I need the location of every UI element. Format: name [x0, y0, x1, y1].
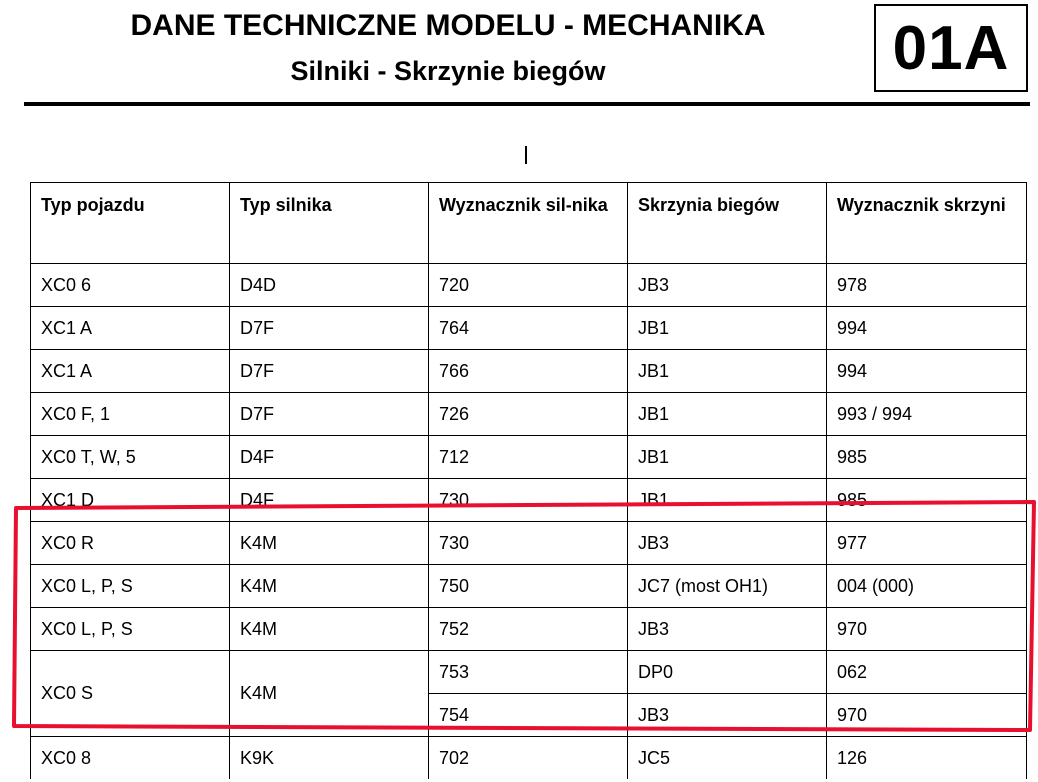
cell-vehicle-type: XC0 L, P, S	[31, 608, 230, 651]
cell-engine-code: 702	[429, 737, 628, 780]
table-row	[31, 651, 1027, 694]
cell-gearbox-code: 062	[827, 651, 1027, 694]
cell-vehicle-type: XC0 8	[31, 737, 230, 780]
cell-engine-code: 726	[429, 393, 628, 436]
cell-engine-code: 766	[429, 350, 628, 393]
table-row	[31, 608, 1027, 651]
column-header-vehicle-type: Typ pojazdu	[31, 183, 230, 264]
table-header-row	[31, 183, 1027, 264]
header-divider	[24, 102, 1030, 106]
page-subtitle: Silniki - Skrzynie biegów	[290, 56, 606, 86]
cell-gearbox-code: 985	[827, 436, 1027, 479]
cell-engine-code: 764	[429, 307, 628, 350]
cell-gearbox: JB1	[628, 436, 827, 479]
cell-engine-code: 730	[429, 522, 628, 565]
cell-gearbox-code: 994	[827, 307, 1027, 350]
table-row	[31, 264, 1027, 307]
table-row	[31, 479, 1027, 522]
table-row	[31, 565, 1027, 608]
page-title: DANE TECHNICZNE MODELU - MECHANIKA	[130, 9, 766, 42]
table-row	[31, 307, 1027, 350]
cell-vehicle-type: XC0 F, 1	[31, 393, 230, 436]
cell-vehicle-type: XC0 T, W, 5	[31, 436, 230, 479]
cell-engine-type: D4F	[230, 479, 429, 522]
cell-gearbox-code: 004 (000)	[827, 565, 1027, 608]
table-row	[31, 350, 1027, 393]
cell-engine-code: 730	[429, 479, 628, 522]
cell-gearbox-code: 970	[827, 608, 1027, 651]
cell-engine-type: D4D	[230, 264, 429, 307]
text-cursor-icon	[525, 146, 527, 164]
cell-vehicle-type: XC0 6	[31, 264, 230, 307]
cell-gearbox: JB3	[628, 522, 827, 565]
cell-gearbox-code: 970	[827, 694, 1027, 737]
column-header-gearbox-code: Wyznacznik skrzyni	[827, 183, 1027, 264]
column-header-engine-code: Wyznacznik sil-nika	[429, 183, 628, 264]
cell-engine-type: K9K	[230, 737, 429, 780]
section-code-badge: 01A	[874, 4, 1028, 92]
cell-gearbox: JB3	[628, 694, 827, 737]
cell-gearbox: JB3	[628, 264, 827, 307]
table-row	[31, 522, 1027, 565]
cell-gearbox: JB1	[628, 479, 827, 522]
cell-gearbox: JC5	[628, 737, 827, 780]
cell-gearbox-code: 126	[827, 737, 1027, 780]
cell-gearbox-code: 994	[827, 350, 1027, 393]
cell-gearbox-code: 977	[827, 522, 1027, 565]
cell-vehicle-type: XC0 R	[31, 522, 230, 565]
column-header-engine-type: Typ silnika	[230, 183, 429, 264]
cell-engine-code: 752	[429, 608, 628, 651]
cell-gearbox-code: 993 / 994	[827, 393, 1027, 436]
engine-gearbox-table	[30, 182, 1027, 779]
cell-gearbox: JC7 (most OH1)	[628, 565, 827, 608]
cell-engine-code: 754	[429, 694, 628, 737]
column-header-gearbox: Skrzynia biegów	[628, 183, 827, 264]
cell-vehicle-type: XC1 A	[31, 350, 230, 393]
cell-engine-type: D7F	[230, 393, 429, 436]
cell-gearbox-code: 985	[827, 479, 1027, 522]
cell-gearbox: DP0	[628, 651, 827, 694]
cell-engine-type: D7F	[230, 350, 429, 393]
cell-gearbox: JB1	[628, 307, 827, 350]
table-row	[31, 393, 1027, 436]
cell-engine-type: K4M	[230, 565, 429, 608]
cell-vehicle-type: XC0 S	[31, 651, 230, 737]
cell-engine-code: 720	[429, 264, 628, 307]
cell-gearbox: JB3	[628, 608, 827, 651]
cell-gearbox: JB1	[628, 393, 827, 436]
cell-gearbox: JB1	[628, 350, 827, 393]
table-row	[31, 436, 1027, 479]
cell-engine-code: 753	[429, 651, 628, 694]
cell-engine-type: K4M	[230, 651, 429, 737]
cell-engine-type: D7F	[230, 307, 429, 350]
cell-engine-type: K4M	[230, 608, 429, 651]
cell-vehicle-type: XC0 L, P, S	[31, 565, 230, 608]
cell-engine-code: 712	[429, 436, 628, 479]
cell-engine-type: K4M	[230, 522, 429, 565]
cell-vehicle-type: XC1 A	[31, 307, 230, 350]
table-row	[31, 737, 1027, 780]
cell-gearbox-code: 978	[827, 264, 1027, 307]
cell-engine-type: D4F	[230, 436, 429, 479]
cell-vehicle-type: XC1 D	[31, 479, 230, 522]
cell-engine-code: 750	[429, 565, 628, 608]
